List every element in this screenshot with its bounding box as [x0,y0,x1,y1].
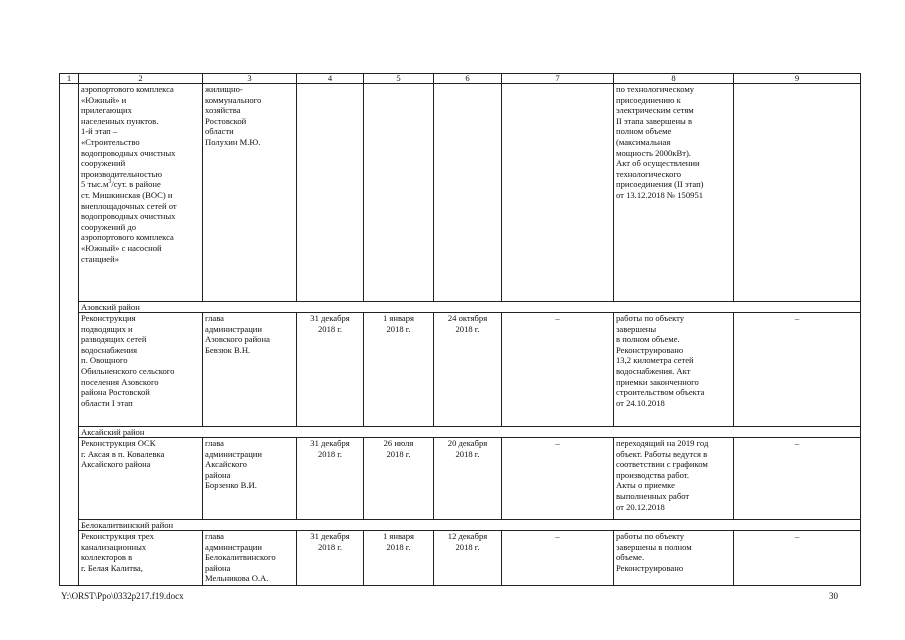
column-number: 7 [502,74,614,84]
note-cell: – [734,438,861,520]
responsible-cell: жилищно- коммунального хозяйства Ростовской области Полухин М.Ю. [203,84,297,302]
column-number: 9 [734,74,861,84]
deadline-cell: 31 декабря 2018 г. [297,531,364,586]
deadline-cell [297,84,364,302]
table-row [60,438,861,520]
status-cell: работы по объекту завершены в полном объеме. Реконструировано 13,2 километра сетей водоснабжения. Акт приемки законченного строительством объекта от 24.10.2018 [614,313,734,427]
start-date-cell: 26 июля 2018 г. [364,438,434,520]
status-cell: переходящий на 2019 год объект. Работы ведутся в соответствии с графиком производства работ. Акты о приемке выполненных работ от 20.12.2018 [614,438,734,520]
column-7-cell: – [502,531,614,586]
table-row [60,84,861,302]
row-number-cell [60,84,79,586]
responsible-cell: глава администрации Белокалитвинского района Мельникова О.А. [203,531,297,586]
footer-file-path: Y:\ORST\Ppo\0332p217.f19.docx [61,591,184,601]
note-cell [734,84,861,302]
note-cell: – [734,531,861,586]
end-date-cell: 20 декабря 2018 г. [434,438,502,520]
deadline-cell: 31 декабря 2018 г. [297,313,364,427]
column-number: 3 [203,74,297,84]
object-name-cell: Реконструкция трех канализационных коллекторов в г. Белая Калитва, [79,531,203,586]
object-name-cell: Реконструкция ОСК г. Аксая в п. Ковалевка Аксайского района [79,438,203,520]
section-title: Азовский район [79,302,861,313]
end-date-cell [434,84,502,302]
status-cell: по технологическому присоединению к электрическим сетям II этапа завершены в полном объеме (максимальная мощность 2000кВт). Акт об осуществлении технологического присоединения (II этап) от 13.12.2018 № 150951 [614,84,734,302]
object-name-cell: Реконструкция подводящих и разводящих сетей водоснабжения п. Овощного Обильненского сельского поселения Азовского района Ростовской области I этап [79,313,203,427]
object-name-cell: аэропортового комплекса «Южный» и прилегающих населенных пунктов. 1-й этап – «Строительство водопроводных очистных сооружений производительностью 5 $тыс.м^3$/сут. в районе ст. Мишкинская (ВОС) и внеплощадочных сетей от водопроводных очистных сооружений до аэропортового комплекса «Южный» с насосной станцией» [79,84,203,302]
status-cell: работы по объекту завершены в полном объеме. Реконструировано [614,531,734,586]
section-row [60,427,861,438]
table-row [60,531,861,586]
section-title: Аксайский район [79,427,861,438]
report-table [59,73,861,586]
column-number: 5 [364,74,434,84]
responsible-cell: глава администрации Азовского района Бевзюк В.Н. [203,313,297,427]
column-number: 6 [434,74,502,84]
column-number: 1 [60,74,79,84]
start-date-cell: 1 января 2018 г. [364,531,434,586]
column-7-cell: – [502,313,614,427]
column-7-cell: – [502,438,614,520]
end-date-cell: 12 декабря 2018 г. [434,531,502,586]
table-row [60,313,861,427]
page-number: 30 [829,591,838,601]
column-number: 2 [79,74,203,84]
deadline-cell: 31 декабря 2018 г. [297,438,364,520]
column-number-row [60,74,861,84]
section-row [60,520,861,531]
section-row [60,302,861,313]
note-cell: – [734,313,861,427]
section-title: Белокалитвинский район [79,520,861,531]
start-date-cell [364,84,434,302]
start-date-cell: 1 января 2018 г. [364,313,434,427]
responsible-cell: глава администрации Аксайского района Борзенко В.И. [203,438,297,520]
column-number: 8 [614,74,734,84]
column-7-cell [502,84,614,302]
column-number: 4 [297,74,364,84]
end-date-cell: 24 октября 2018 г. [434,313,502,427]
